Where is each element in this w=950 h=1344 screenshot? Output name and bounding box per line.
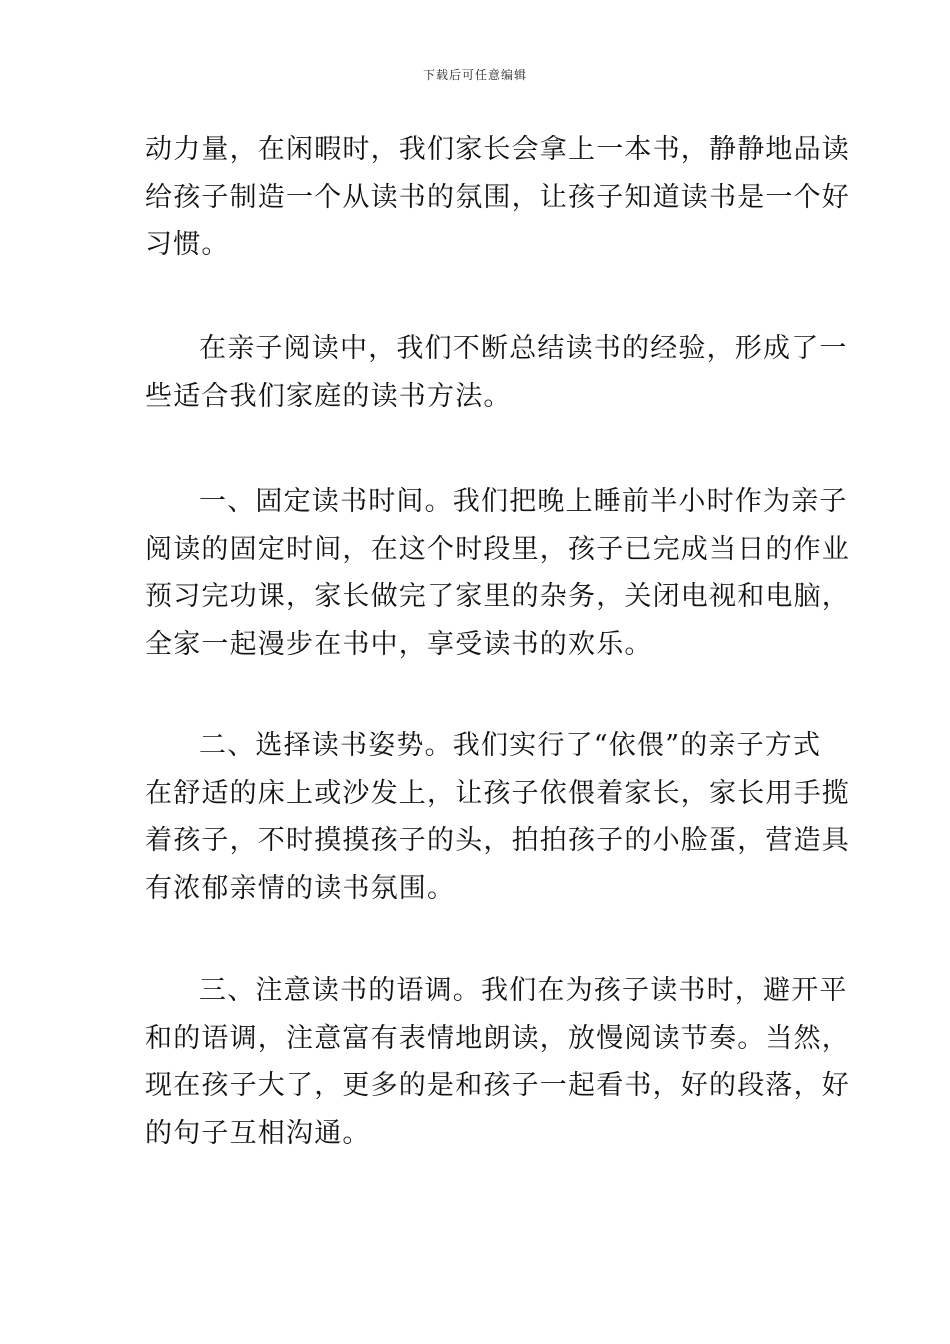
paragraph-1 xyxy=(145,126,850,269)
paragraph-line: 预习完功课，家长做完了家里的杂务，关闭电视和电脑， xyxy=(145,581,850,612)
paragraph-line: 习惯。 xyxy=(145,229,230,260)
paragraph-line: 阅读的固定时间，在这个时段里，孩子已完成当日的作业 xyxy=(145,533,850,565)
paragraph-line: 全家一起漫步在书中，享受读书的欢乐。 xyxy=(145,628,653,660)
paragraph-line: 二、选择读书姿势。我们实行了“依偎”的亲子方式 xyxy=(199,730,822,761)
paragraph-line: 些适合我们家庭的读书方法。 xyxy=(145,380,512,412)
paragraph-line: 三、注意读书的语调。我们在为孩子读书时，避开平 xyxy=(199,975,848,1006)
paragraph-3 xyxy=(145,478,850,668)
paragraph-5 xyxy=(145,967,850,1157)
paragraph-line: 动力量，在闲暇时，我们家长会拿上一本书，静静地品读 xyxy=(145,134,850,165)
paragraph-4 xyxy=(145,722,850,912)
paragraph-line: 和的语调，注意富有表情地朗读，放慢阅读节奏。当然， xyxy=(145,1022,850,1054)
paragraph-line: 着孩子，不时摸摸孩子的头，拍拍孩子的小脸蛋，营造具 xyxy=(145,825,850,856)
paragraph-line: 给孩子制造一个从读书的氛围，让孩子知道读书是一个好 xyxy=(145,181,850,213)
paragraph-line: 的句子互相沟通。 xyxy=(145,1117,371,1149)
paragraph-line: 现在孩子大了，更多的是和孩子一起看书，好的段落，好 xyxy=(145,1070,850,1101)
paragraph-line: 有浓郁亲情的读书氛围。 xyxy=(145,872,456,904)
paragraph-line: 在舒适的床上或沙发上，让孩子依偎着家长，家长用手揽 xyxy=(145,777,850,809)
paragraph-line: 一、固定读书时间。我们把晚上睡前半小时作为亲子 xyxy=(199,486,848,517)
header-note: 下载后可任意编辑 xyxy=(422,68,527,82)
paragraph-line: 在亲子阅读中，我们不断总结读书的经验，形成了一 xyxy=(199,333,848,364)
paragraph-2 xyxy=(145,325,848,420)
